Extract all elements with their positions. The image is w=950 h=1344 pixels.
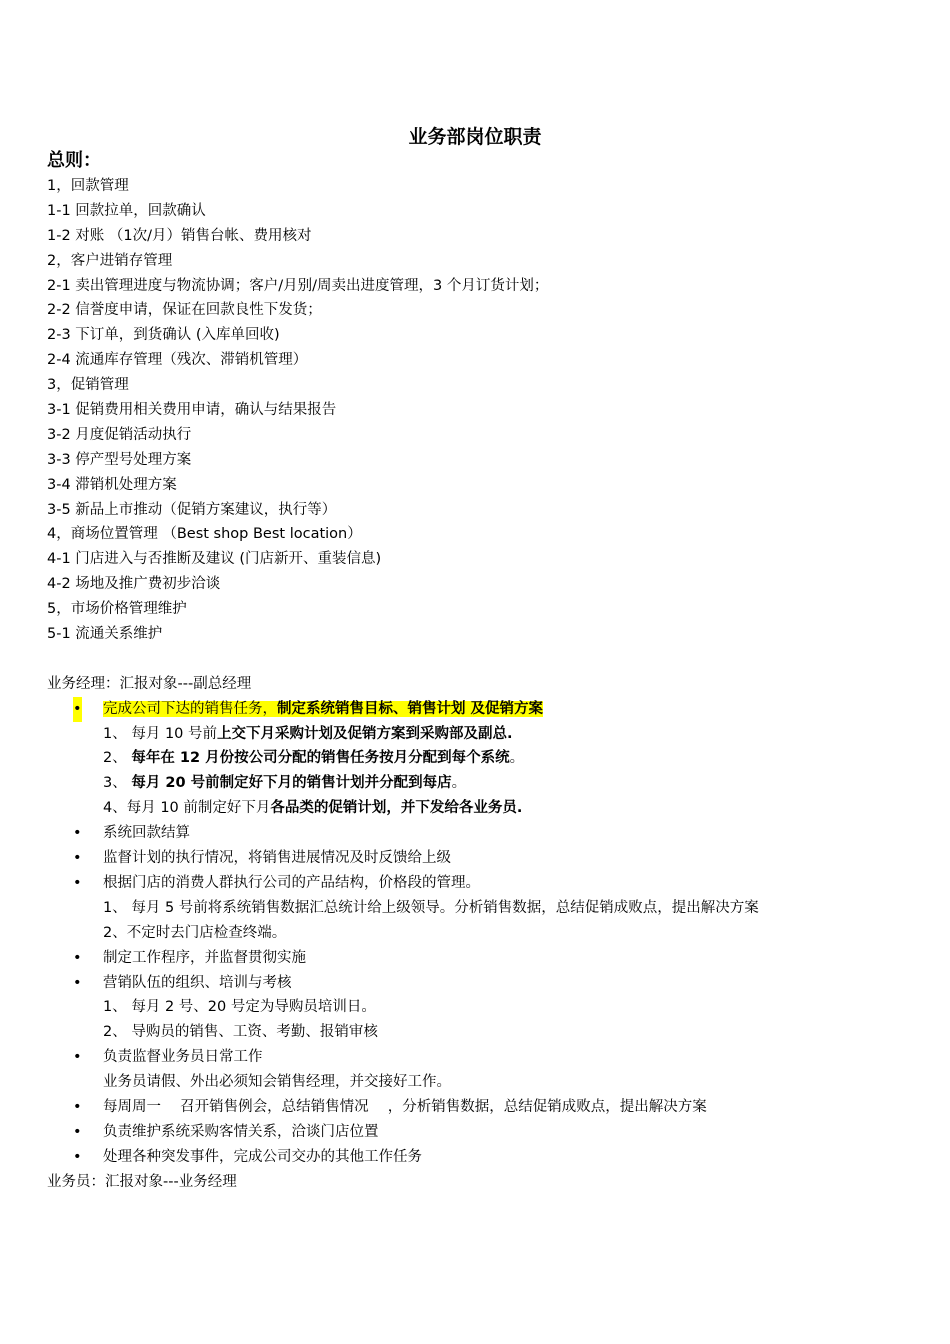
duty-bullet: • 每周周一 召开销售例会，总结销售情况 ，分析销售数据，总结促销成败点，提出解决方案 bbox=[47, 1095, 927, 1120]
bullet-dot-icon: • bbox=[73, 974, 82, 991]
duty-bullet: • 负责维护系统采购客情关系，洽谈门店位置 bbox=[47, 1120, 927, 1145]
bullet-dot-icon: • bbox=[73, 1098, 82, 1115]
document-body bbox=[47, 174, 927, 1195]
duty-subitem: 3、 每月 20 号前制定好下月的销售计划并分配到每店。 bbox=[103, 775, 467, 792]
manager-section-header: 业务经理：汇报对象---副总经理 bbox=[47, 675, 252, 692]
page-title: 业务部岗位职责 bbox=[408, 126, 542, 148]
general-item: 1-1 回款拉单，回款确认 bbox=[47, 202, 206, 219]
duty-subitem: 2、 导购员的销售、工资、考勤、报销审核 bbox=[103, 1024, 378, 1041]
general-item: 4，商场位置管理 （Best shop Best location） bbox=[47, 526, 362, 543]
general-item: 3-4 滞销机处理方案 bbox=[47, 476, 177, 493]
bullet-dot-icon: • bbox=[73, 1148, 82, 1165]
general-item: 2-2 信誉度申请，保证在回款良性下发货； bbox=[47, 302, 322, 319]
bullet-dot-icon: • bbox=[73, 874, 82, 891]
general-item: 4-1 门店进入与否推断及建议 (门店新开、重装信息) bbox=[47, 551, 382, 568]
duty-bullet: • 处理各种突发事件，完成公司交办的其他工作任务 bbox=[47, 1145, 927, 1170]
staff-section-header: 业务员：汇报对象---业务经理 bbox=[47, 1173, 237, 1190]
bullet-dot-icon: • bbox=[73, 825, 82, 842]
general-item: 2-4 流通库存管理（残次、滞销机管理） bbox=[47, 352, 308, 369]
general-item: 4-2 场地及推广费初步洽谈 bbox=[47, 576, 221, 593]
duty-subitem: 2、 每年在 12 月份按公司分配的销售任务按月分配到每个系统。 bbox=[103, 750, 525, 767]
general-item: 1-2 对账 （1次/月）销售台帐、费用核对 bbox=[47, 227, 312, 244]
duty-subitem: 1、 每月 5 号前将系统销售数据汇总统计给上级领导。分析销售数据，总结促销成败点，提出解决方案 bbox=[103, 899, 759, 916]
bullet-dot-icon: • bbox=[73, 1049, 82, 1066]
general-item: 3-3 停产型号处理方案 bbox=[47, 451, 192, 468]
duty-text: 完成公司下达的销售任务，制定系统销售目标、销售计划 及促销方案 bbox=[103, 700, 544, 717]
duty-subitem: 2、不定时去门店检查终端。 bbox=[103, 924, 287, 941]
general-item: 2，客户进销存管理 bbox=[47, 252, 173, 269]
duty-bullet: • 负责监督业务员日常工作 bbox=[47, 1045, 927, 1070]
bullet-dot-icon: • bbox=[73, 850, 82, 867]
duty-bullet: • 监督计划的执行情况，将销售进展情况及时反馈给上级 bbox=[47, 846, 927, 871]
bullet-dot-icon: • bbox=[73, 697, 82, 722]
general-item: 3，促销管理 bbox=[47, 377, 129, 394]
duty-subitem: 4、每月 10 前制定好下月各品类的促销计划，并下发给各业务员. bbox=[103, 800, 523, 817]
duty-bullet: • 根据门店的消费人群执行公司的产品结构，价格段的管理。 bbox=[47, 871, 927, 896]
bullet-dot-icon: • bbox=[73, 949, 82, 966]
general-item: 3-5 新品上市推动（促销方案建议，执行等） bbox=[47, 501, 337, 518]
general-heading: 总则： bbox=[47, 150, 101, 171]
duty-subitem: 业务员请假、外出必须知会销售经理，并交接好工作。 bbox=[103, 1074, 451, 1091]
bullet-dot-icon: • bbox=[73, 1123, 82, 1140]
duty-subitem: 1、 每月 2 号、20 号定为导购员培训日。 bbox=[103, 999, 376, 1016]
general-item: 3-2 月度促销活动执行 bbox=[47, 426, 192, 443]
duty-bullet: • 制定工作程序，并监督贯彻实施 bbox=[47, 946, 927, 971]
general-item: 1，回款管理 bbox=[47, 178, 129, 194]
spacer bbox=[47, 647, 927, 672]
duty-bullet: • 营销队伍的组织、培训与考核 bbox=[47, 971, 927, 996]
general-item: 5，市场价格管理维护 bbox=[47, 601, 187, 618]
general-item: 3-1 促销费用相关费用申请，确认与结果报告 bbox=[47, 402, 337, 419]
duty-bullet bbox=[47, 697, 927, 722]
general-item: 2-1 卖出管理进度与物流协调；客户/月别/周卖出进度管理，3 个月订货计划； bbox=[47, 277, 549, 294]
general-item: 2-3 下订单，到货确认 (入库单回收) bbox=[47, 327, 280, 344]
duty-subitem: 1、 每月 10 号前上交下月采购计划及促销方案到采购部及副总. bbox=[103, 725, 513, 742]
duty-bullet: • 系统回款结算 bbox=[47, 821, 927, 846]
general-item: 5-1 流通关系维护 bbox=[47, 626, 163, 643]
